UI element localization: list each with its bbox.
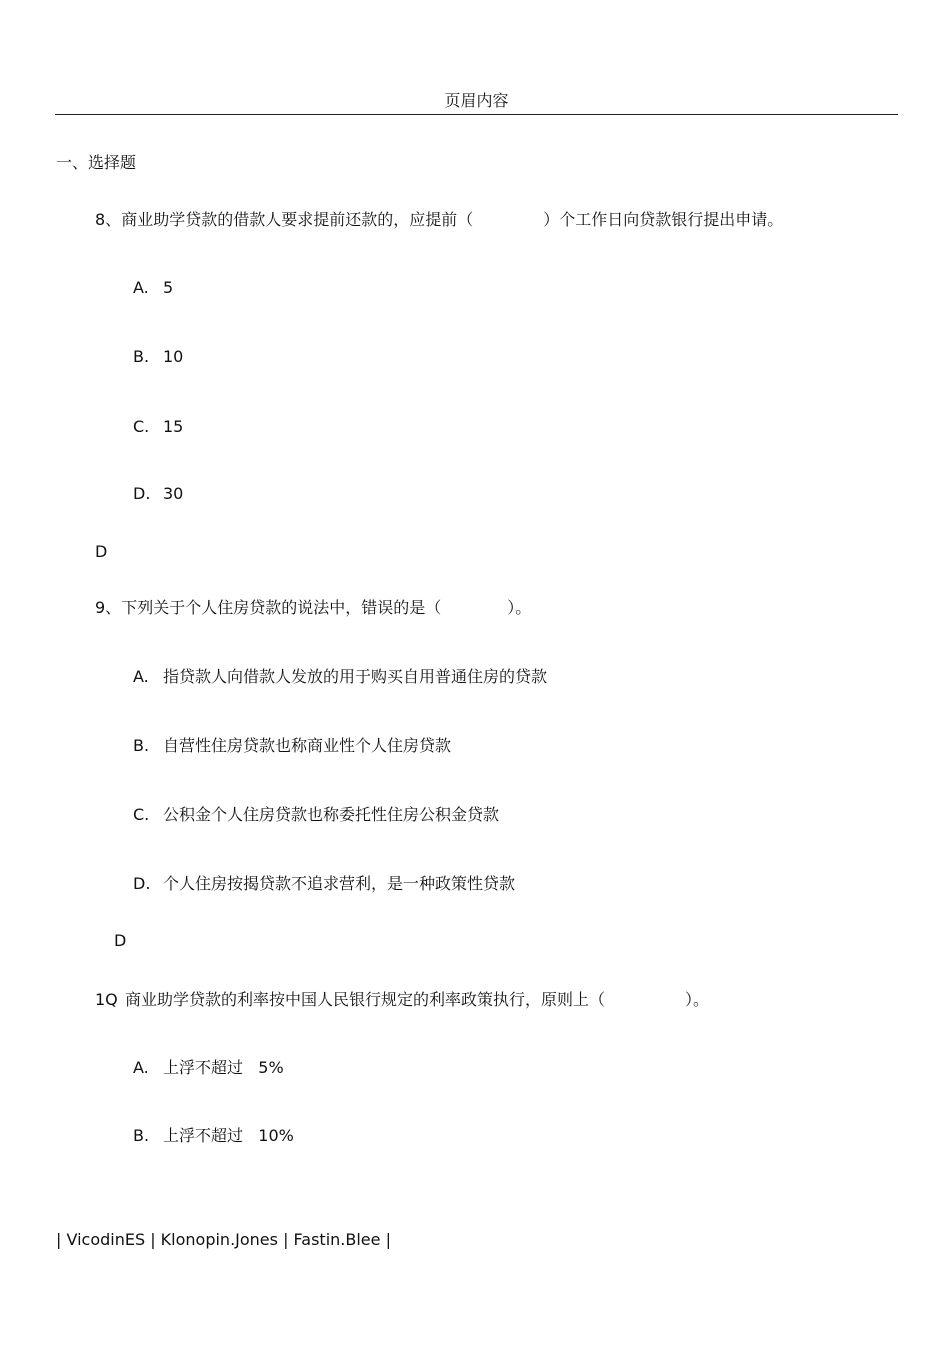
option-text: 15 [163, 417, 184, 436]
question-stem-before: 下列关于个人住房贷款的说法中，错误的是（ [121, 598, 442, 617]
question-stem-before: 商业助学贷款的利率按中国人民银行规定的利率政策执行，原则上（ [125, 990, 606, 1009]
question-10-stem [95, 989, 709, 1011]
option-letter: A. [133, 278, 149, 297]
section-title: 一、选择题 [56, 153, 137, 172]
option-letter: C. [133, 805, 150, 824]
option-text: 30 [163, 484, 184, 503]
option-text: 指贷款人向借款人发放的用于购买自用普通住房的贷款 [163, 667, 548, 686]
question-8-option-b [133, 346, 183, 368]
question-8-stem [95, 209, 783, 231]
option-letter: B. [133, 1126, 150, 1145]
question-9-option-b [133, 735, 451, 757]
question-8-option-c [133, 416, 183, 438]
question-stem-before: 商业助学贷款的借款人要求提前还款的，应提前（ [121, 210, 474, 229]
question-stem-after: ）个工作日向贷款银行提出申请。 [543, 210, 784, 229]
option-letter: A. [133, 667, 149, 686]
question-10-option-b [133, 1125, 294, 1147]
option-text: 5 [163, 278, 174, 297]
question-stem-after: ）。 [685, 990, 710, 1009]
page-footer: | VicodinES | Klonopin.Jones | Fastin.Blee | [56, 1230, 391, 1249]
question-9-option-c [133, 804, 499, 826]
question-stem-after: ）。 [507, 598, 532, 617]
question-9-answer: D [114, 931, 127, 950]
option-letter: A. [133, 1058, 149, 1077]
option-letter: B. [133, 736, 150, 755]
question-8-option-a [133, 277, 173, 299]
question-9-stem [95, 597, 531, 619]
option-letter: C. [133, 417, 150, 436]
question-number: 8、 [95, 210, 122, 229]
question-8-option-d [133, 483, 183, 505]
option-text: 10 [163, 347, 184, 366]
option-text: 上浮不超过 10% [163, 1126, 294, 1145]
option-text: 上浮不超过 5% [163, 1058, 284, 1077]
question-9-option-a [133, 666, 547, 688]
page-header: 页眉内容 [55, 90, 898, 115]
option-text: 自营性住房贷款也称商业性个人住房贷款 [163, 736, 452, 755]
question-number: 1Q [95, 990, 118, 1009]
question-10-option-a [133, 1057, 284, 1079]
question-number: 9、 [95, 598, 122, 617]
option-letter: B. [133, 347, 150, 366]
option-letter: D. [133, 874, 151, 893]
question-9-option-d [133, 873, 515, 895]
question-8-answer: D [95, 542, 108, 561]
option-text: 公积金个人住房贷款也称委托性住房公积金贷款 [163, 805, 500, 824]
option-letter: D. [133, 484, 151, 503]
option-text: 个人住房按揭贷款不追求营利，是一种政策性贷款 [163, 874, 516, 893]
